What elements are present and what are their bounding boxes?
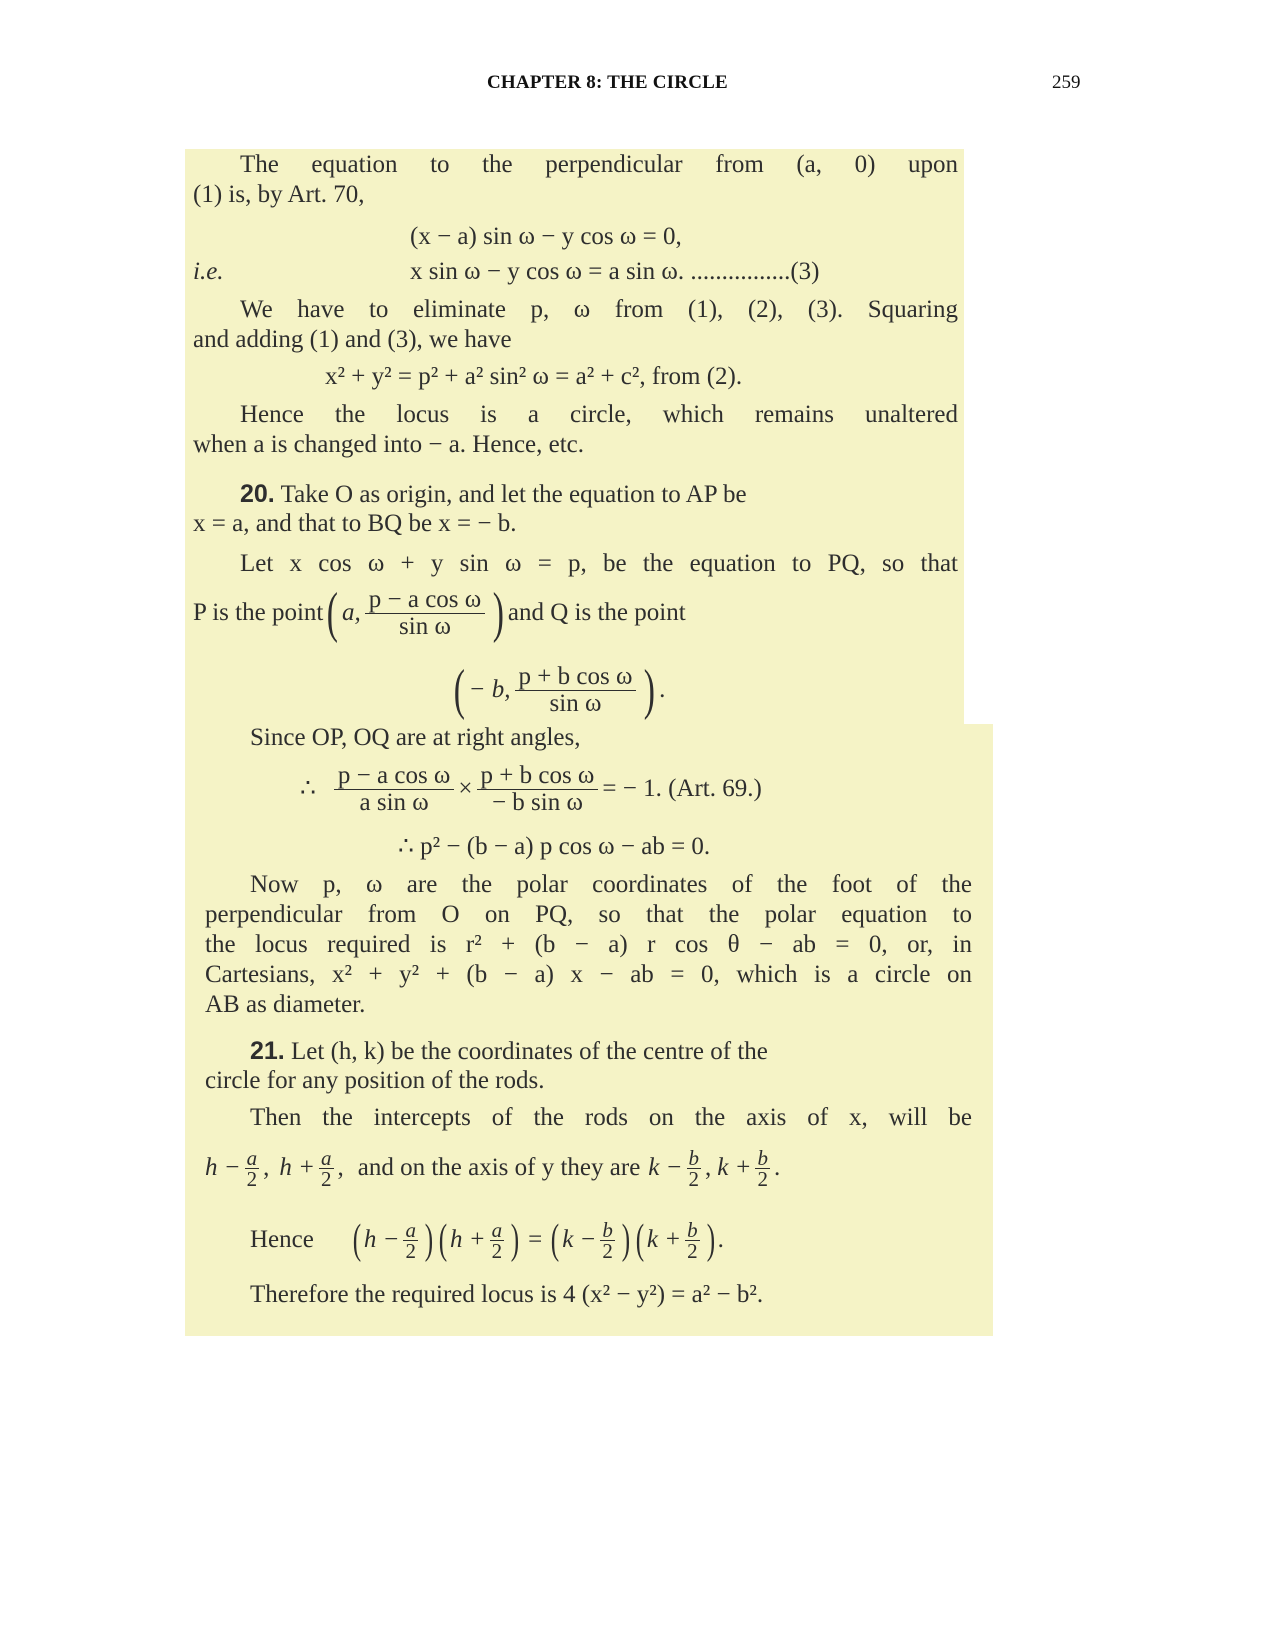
p20-line-4: Since OP, OQ are at right angles, <box>250 724 581 751</box>
page-header <box>0 72 1275 102</box>
p20-P-prefix: P is the point <box>193 599 324 626</box>
p20-f2-numerator: p + b cos ω <box>477 763 599 790</box>
h-plus: h + <box>279 1154 315 1181</box>
p21-mid-text: and on the axis of y they are <box>357 1154 641 1181</box>
p20-Q-b: − b, <box>468 676 511 703</box>
p20-Q-fraction <box>515 664 637 717</box>
comma: , <box>337 1154 344 1181</box>
p20-Q-middle: and Q is the point <box>507 599 686 626</box>
p19-line-2: (1) is, by Art. 70, <box>193 181 365 208</box>
p20-Q-denominator: sin ω <box>549 689 602 717</box>
p20-point-P-line <box>193 578 686 648</box>
p20-Q-end: . <box>659 676 666 703</box>
p20-line-1-text: Take O as origin, and let the equation to AP be <box>280 481 747 508</box>
p20-P-fraction <box>365 587 485 640</box>
p20-line-5: Now p, ω are the polar coordinates of the foot of the <box>250 871 972 898</box>
therefore-symbol: ∴ <box>300 775 316 802</box>
p19-line-6: when a is changed into − a. Hence, etc. <box>193 431 585 458</box>
p20-line-6: perpendicular from O on PQ, so that the polar equation to <box>205 901 972 928</box>
h-minus: h − <box>205 1154 241 1181</box>
p21-number: 21. <box>250 1037 285 1065</box>
p20-line-1 <box>240 479 958 510</box>
p20-P-denominator: sin ω <box>399 612 451 640</box>
p19-line-3: We have to eliminate p, ω from (1), (2), (3). Squaring <box>240 296 958 323</box>
p19-equation-3: x² + y² = p² + a² sin² ω = a² + c², from (2). <box>325 363 743 390</box>
p20-line-8: Cartesians, x² + y² + (b − a) x − ab = 0, which is a circle on <box>205 961 972 988</box>
p20-product-equation <box>300 758 762 820</box>
left-paren: ( <box>327 582 339 644</box>
p21-line-1 <box>250 1036 972 1067</box>
p20-equation-4: ∴ p² − (b − a) p cos ω − ab = 0. <box>398 833 711 860</box>
p19-equation-1: (x − a) sin ω − y cos ω = 0, <box>410 223 682 250</box>
p20-Q-numerator: p + b cos ω <box>515 664 637 691</box>
left-paren: ( <box>453 659 465 721</box>
p21-hence-equation: Hence ( h − $\frac{a}{2}$ ) ( h + $\frac{a}{2}$ ) = ( k − $\frac{b}{2}$ ) ( k + $\frac{b}{2}$ ) . <box>250 1217 724 1263</box>
a-over-2: $\frac{a}{2}$ <box>321 1145 332 1191</box>
p20-fraction-2 <box>477 763 599 816</box>
p19-equation-2: x sin ω − y cos ω = a sin ω. ................(3) <box>410 258 820 285</box>
comma: , <box>263 1154 270 1181</box>
k-plus: k + <box>717 1154 752 1181</box>
a-over-2: $\frac{a}{2}$ <box>246 1145 258 1191</box>
p20-fraction-1 <box>334 763 454 816</box>
period: . <box>773 1154 781 1181</box>
p20-f1-denominator: a sin ω <box>359 788 429 816</box>
p21-last-line: Therefore the required locus is 4 (x² − y²) = a² − b². <box>250 1281 764 1308</box>
p20-P-a: a, <box>342 599 361 626</box>
p20-f2-denominator: − b sin ω <box>491 788 583 816</box>
p21-intercepts-line <box>205 1140 780 1196</box>
p20-line-7: the locus required is r² + (b − a) r cos θ − ab = 0, or, in <box>205 931 972 958</box>
p20-P-numerator: p − a cos ω <box>365 587 485 614</box>
k-minus: k − <box>648 1154 683 1181</box>
hence-label: Hence <box>250 1226 314 1253</box>
b-over-2: $\frac{b}{2}$ <box>757 1145 768 1191</box>
p20-point-Q-line <box>450 655 665 725</box>
b-over-2: $\frac{b}{2}$ <box>688 1145 700 1191</box>
p20-line-9: AB as diameter. <box>205 991 366 1018</box>
p19-line-1: The equation to the perpendicular from (a, 0) upon <box>240 151 958 178</box>
comma: , <box>705 1154 712 1181</box>
p20-line-3: Let x cos ω + y sin ω = p, be the equation to PQ, so that <box>240 550 958 577</box>
chapter-title: CHAPTER 8: THE CIRCLE <box>487 72 728 93</box>
p21-line-2: circle for any position of the rods. <box>205 1067 545 1094</box>
p19-ie: i.e. <box>193 258 224 285</box>
p21-line-3: Then the intercepts of the rods on the axis of x, will be <box>250 1104 972 1131</box>
right-paren: ) <box>644 659 656 721</box>
right-paren: ) <box>492 582 505 644</box>
p19-line-5: Hence the locus is a circle, which remains unaltered <box>240 401 958 428</box>
page-number: 259 <box>1052 72 1081 93</box>
times-symbol: × <box>458 775 473 802</box>
p20-line-2: x = a, and that to BQ be x = − b. <box>193 510 517 537</box>
p20-number: 20. <box>240 480 275 508</box>
p19-line-4: and adding (1) and (3), we have <box>193 326 512 353</box>
p20-equation-result: = − 1. (Art. 69.) <box>602 775 762 802</box>
p21-line-1-text: Let (h, k) be the coordinates of the centre of the <box>291 1038 768 1065</box>
p20-f1-numerator: p − a cos ω <box>334 763 454 790</box>
